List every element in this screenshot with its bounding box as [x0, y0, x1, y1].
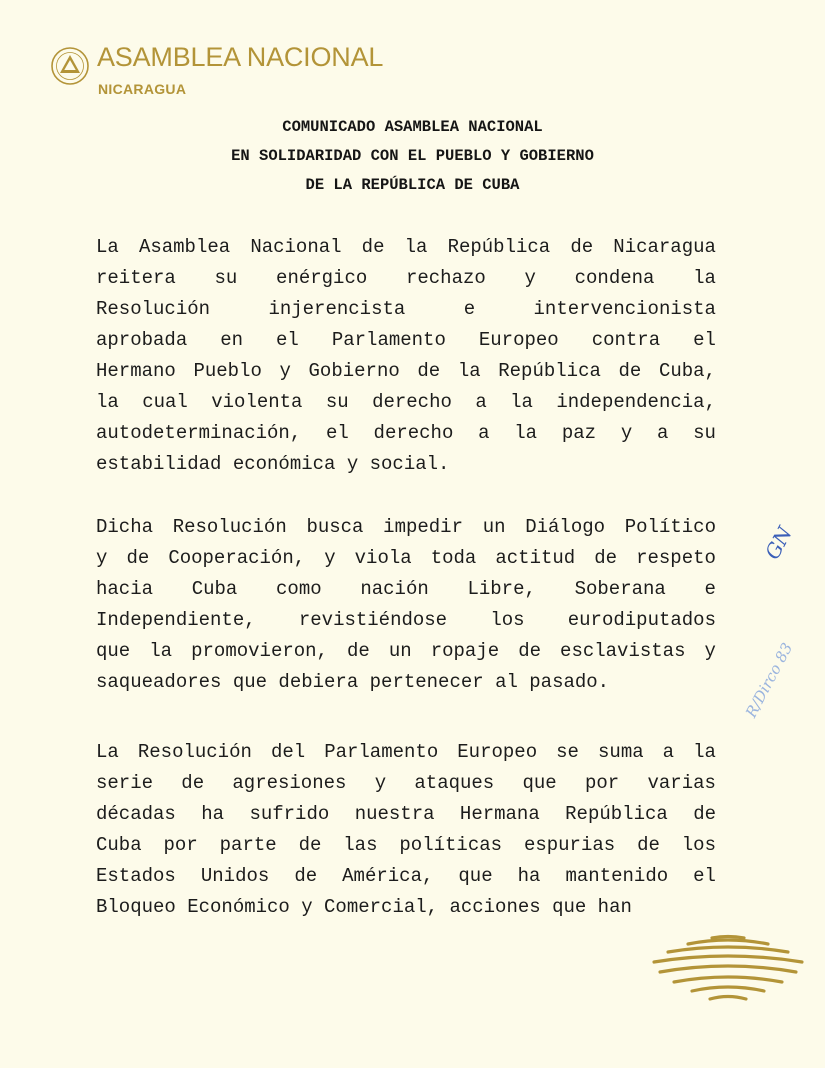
paragraph-line: Dicha Resolución busca impedir un Diálogo Político [96, 516, 716, 538]
paragraph-line: la cual violenta su derecho a la independencia, [96, 391, 716, 413]
paragraph-3 [96, 737, 716, 923]
handwritten-note: R/Dirco 83 [742, 639, 797, 721]
paragraph-line: décadas ha sufrido nuestra Hermana República de [96, 803, 716, 825]
paragraph-line: reitera su enérgico rechazo y condena la [96, 267, 716, 289]
paragraph-line: Independiente, revistiéndose los eurodiputados [96, 609, 716, 631]
paragraph-line: y de Cooperación, y viola toda actitud de respeto [96, 547, 716, 569]
paragraph-line: que la promovieron, de un ropaje de esclavistas y [96, 640, 716, 662]
assembly-emblem-icon [648, 930, 808, 1006]
paragraph-line: aprobada en el Parlamento Europeo contra el [96, 329, 716, 351]
paragraph-line: autodeterminación, el derecho a la paz y a su [96, 422, 716, 444]
paragraph-line: La Asamblea Nacional de la República de Nicaragua [96, 236, 716, 258]
paragraph-line: estabilidad económica y social. [96, 453, 450, 475]
paragraph-line: Hermano Pueblo y Gobierno de la República de Cuba, [96, 360, 716, 382]
organization-country: NICARAGUA [98, 81, 187, 97]
title-line: EN SOLIDARIDAD CON EL PUEBLO Y GOBIERNO [231, 147, 594, 165]
organization-name: ASAMBLEA NACIONAL [97, 42, 384, 72]
paragraph-line: Resolución injerencista e intervencionista [96, 298, 716, 320]
document-title [0, 113, 825, 200]
paragraph-line: saqueadores que debiera pertenecer al pasado. [96, 671, 610, 693]
national-seal-logo [50, 46, 90, 86]
paragraph-2 [96, 512, 716, 698]
paragraph-line: Bloqueo Económico y Comercial, acciones que han [96, 896, 632, 918]
paragraph-1 [96, 232, 716, 480]
paragraph-line: Cuba por parte de las políticas espurias de los [96, 834, 716, 856]
paragraph-line: La Resolución del Parlamento Europeo se suma a la [96, 741, 716, 763]
paragraph-line: serie de agresiones y ataques que por varias [96, 772, 716, 794]
title-line: DE LA REPÚBLICA DE CUBA [305, 176, 520, 194]
title-line: COMUNICADO ASAMBLEA NACIONAL [282, 118, 543, 136]
paragraph-line: hacia Cuba como nación Libre, Soberana e [96, 578, 716, 600]
handwritten-initials: GN [760, 522, 797, 564]
paragraph-line: Estados Unidos de América, que ha mantenido el [96, 865, 716, 887]
